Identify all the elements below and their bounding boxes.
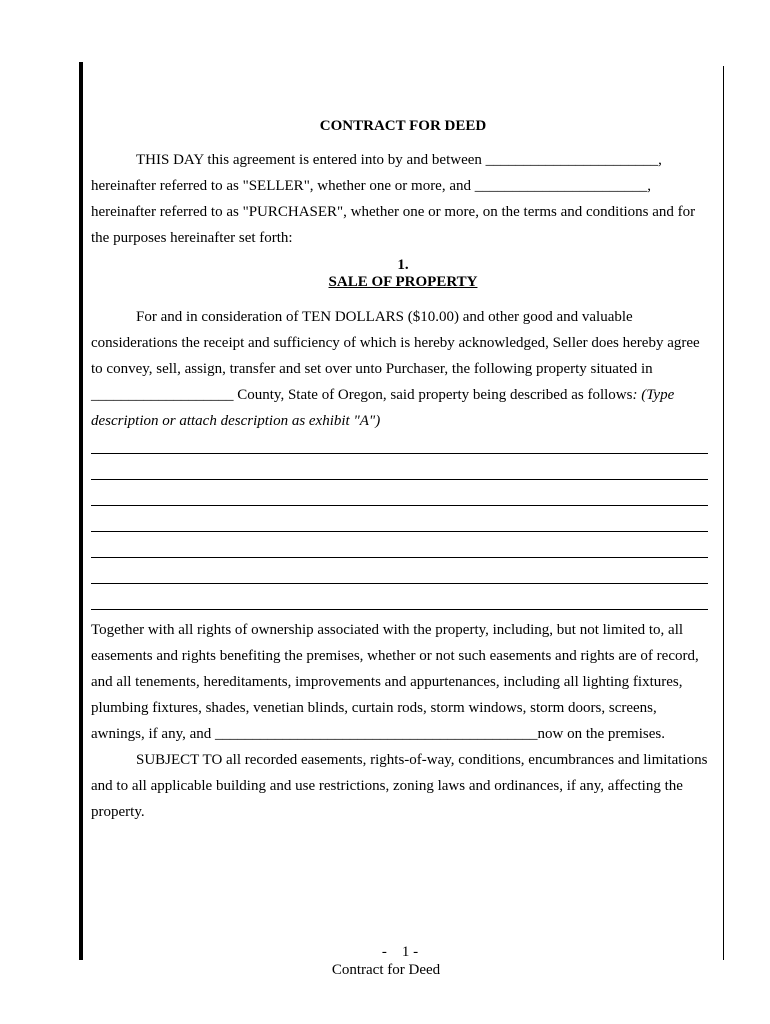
intro-line-1: THIS DAY this agreement is entered into by and between _______________________, (136, 152, 662, 168)
document-title: CONTRACT FOR DEED (319, 118, 487, 134)
footer-title: Contract for Deed (331, 962, 441, 978)
left-margin-rule (79, 62, 83, 960)
footer-page-number: - 1 - (381, 944, 419, 960)
description-blank-line[interactable] (91, 609, 708, 610)
description-blank-line[interactable] (91, 453, 708, 454)
rights-line-2: easements and rights benefiting the premises, whether or not such easements and rights are of record, (91, 648, 699, 664)
consideration-line-2: considerations the receipt and sufficiency of which is hereby acknowledged, Seller does hereby agree (91, 335, 700, 351)
type-instruction: : (Type (632, 387, 675, 403)
intro-line-4: the purposes hereinafter set forth: (91, 230, 293, 246)
intro-line-2: hereinafter referred to as "SELLER", whether one or more, and _______________________, (91, 178, 652, 194)
subject-to-line-1: SUBJECT TO all recorded easements, rights-of-way, conditions, encumbrances and limitations (136, 752, 708, 768)
intro-line-3: hereinafter referred to as "PURCHASER", whether one or more, on the terms and conditions and for (91, 204, 696, 220)
rights-line-3: and all tenements, hereditaments, improvements and appurtenances, including all lighting fixtures, (91, 674, 683, 690)
section-number: 1. (397, 257, 409, 273)
description-blank-line[interactable] (91, 505, 708, 506)
description-blank-line[interactable] (91, 479, 708, 480)
description-blank-line[interactable] (91, 583, 708, 584)
right-margin-rule (723, 66, 724, 960)
section-heading: SALE OF PROPERTY (328, 274, 478, 290)
rights-line-5: awnings, if any, and ___________________________________________now on the premises. (91, 726, 665, 742)
rights-line-4: plumbing fixtures, shades, venetian blinds, curtain rods, storm windows, storm doors, screens, (91, 700, 657, 716)
consideration-line-4 (91, 386, 674, 404)
subject-to-line-3: property. (91, 804, 145, 820)
description-blank-line[interactable] (91, 531, 708, 532)
consideration-line-1: For and in consideration of TEN DOLLARS ($10.00) and other good and valuable (136, 309, 633, 325)
county-clause: ___________________ County, State of Oregon, said property being described as follows (91, 387, 633, 403)
subject-to-line-2: and to all applicable building and use restrictions, zoning laws and ordinances, if any, affecting the (91, 778, 683, 794)
description-blank-line[interactable] (91, 557, 708, 558)
consideration-line-3: to convey, sell, assign, transfer and set over unto Purchaser, the following property situated in (91, 361, 653, 377)
rights-line-1: Together with all rights of ownership associated with the property, including, but not limited to, all (91, 622, 684, 638)
consideration-line-5: description or attach description as exhibit "A") (91, 413, 381, 429)
